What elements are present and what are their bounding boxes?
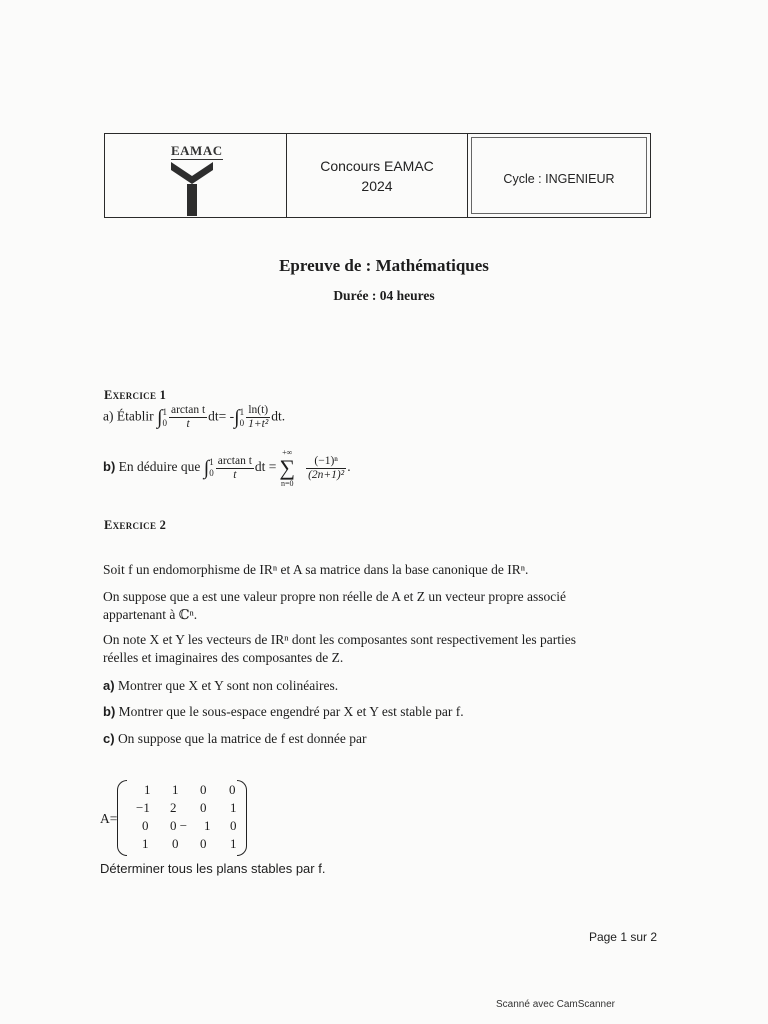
concours-cell: [287, 134, 468, 217]
question-text: On suppose que la matrice de f est donnée par: [117, 731, 367, 746]
math-text: dt= -: [208, 408, 235, 424]
math-text: dt.: [271, 408, 286, 424]
exam-title: Epreuve de : Mathématiques: [279, 256, 489, 275]
integral-sign: ∫: [157, 406, 163, 429]
exercice2-heading: Exercice 2: [104, 518, 167, 532]
question-label: a): [103, 678, 115, 693]
exercice2-paragraph1: Soit f un endomorphisme de IRⁿ et A sa matrice dans la base canonique de IRⁿ.: [103, 562, 529, 577]
math-text: .: [347, 459, 351, 475]
matrix-row: 0 0 − 1 0: [142, 818, 237, 833]
logo-cell: [105, 134, 287, 217]
final-question: Déterminer tous les plans stables par f.: [100, 861, 326, 876]
question-text: Établir: [116, 408, 154, 424]
paragraph-line: appartenant à ℂⁿ.: [103, 607, 198, 622]
question-label: a): [103, 408, 114, 424]
exercice2-question-a: [103, 677, 338, 695]
concours-year: 2024: [361, 178, 393, 194]
paragraph-line: réelles et imaginaires des composantes de Z.: [103, 650, 344, 665]
paragraph-line: On suppose que a est une valeur propre non réelle de A et Z un vecteur propre associé: [103, 589, 566, 604]
concours-title: [287, 156, 467, 196]
page-number: Page 1 sur 2: [588, 930, 657, 944]
scanner-watermark: Scanné avec CamScanner: [496, 999, 615, 1010]
fraction: $\frac{\text{(−1)ⁿ}}{\text{(2n+1)²}}$: [308, 454, 345, 481]
matrix-label: A=: [100, 811, 118, 826]
integral-sign: ∫: [203, 457, 210, 479]
exam-duration: Durée : 04 heures: [333, 288, 435, 303]
math-text: dt =: [254, 459, 277, 475]
integral-limits: 1 0: [239, 406, 245, 428]
integral-limits: 1 0: [209, 457, 214, 478]
fraction: $\frac{\ln(t)}{\text{1+t²}}$: [248, 404, 269, 430]
concours-line1: Concours EAMAC: [320, 158, 434, 174]
matrix-row: 1 0 0 1: [142, 836, 237, 851]
question-label: b): [103, 459, 116, 475]
eamac-logo-text: EAMAC: [171, 143, 223, 158]
exercice2-paragraph3: [103, 631, 576, 667]
exercice2-paragraph2: [103, 588, 566, 624]
question-text: Montrer que X et Y sont non colinéaires.: [117, 678, 339, 693]
question-text: En déduire que: [118, 459, 201, 475]
matrix-row: 1 1 0 0: [144, 782, 236, 797]
cycle-cell: [468, 134, 650, 217]
cycle-text: Cycle : INGENIEUR: [503, 172, 615, 186]
exercice2-question-b: [103, 703, 464, 721]
sum-sign: +∞ ∑ n=0: [279, 448, 296, 488]
paragraph-line: On note X et Y les vecteurs de IRⁿ dont les composantes sont respectivement les parties: [103, 632, 577, 647]
exercice1-question-b: [103, 448, 351, 488]
fraction: $\frac{\text{arctan t}}{t}$: [217, 454, 252, 481]
matrix-row: −1 2 0 1: [136, 800, 237, 815]
exercice2-question-c: [103, 730, 366, 748]
header-table: [104, 133, 651, 218]
question-text: Montrer que le sous-espace engendré par X et Y est stable par f.: [118, 704, 464, 719]
question-label: c): [103, 731, 115, 746]
fraction: $\frac{\text{arctan t}}{t}$: [170, 404, 206, 430]
integral-sign: ∫: [234, 406, 240, 429]
matrix-grid: [122, 782, 254, 854]
question-label: b): [103, 704, 116, 719]
integral-limits: 1 0: [162, 406, 167, 428]
eamac-logo-icon: [169, 160, 215, 216]
exercice1-question-a: [103, 404, 285, 431]
exercice1-heading: Exercice 1: [104, 388, 167, 402]
